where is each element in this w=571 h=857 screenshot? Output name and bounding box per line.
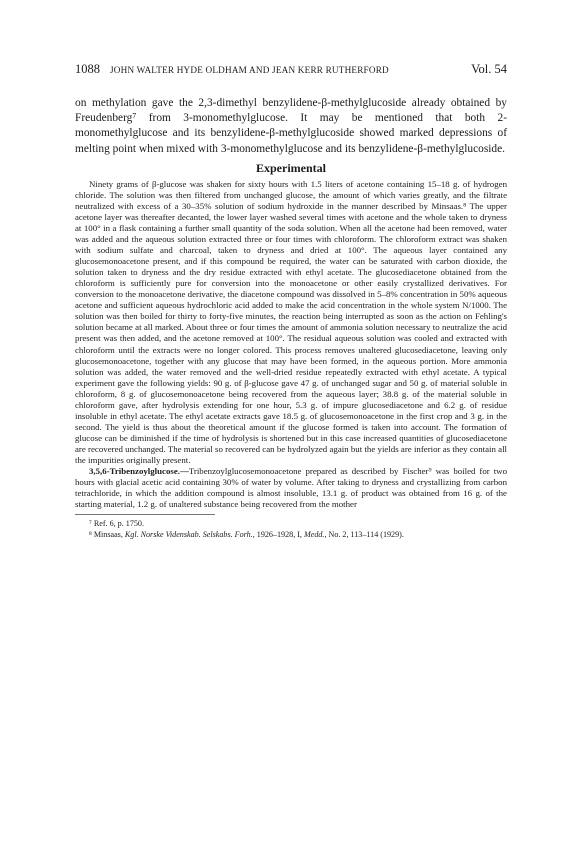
experimental-paragraph: Ninety grams of β-glucose was shaken for sixty hours with 1.5 liters of acetone containing 15–18 g. of hydrogen chloride. The solution was then filtered from unchanged glucose, the amount of which varies greatly, and the filtrate neutralized with excess of a 30–35% solution of sodium hydroxide in the manner described by Minsaas.⁸ The upper acetone layer was thereafter decanted, the lower layer washed several times with acetone and the whole taken to dryness at 100° in a flask containing a further small quantity of the soda solution. When all the acetone had been removed, water was added and the aqueous solution extracted three or four times with chloroform. The chloroform extract was shaken with sodium sulfate and charcoal, taken to dryness and dried at 100°. The aqueous layer contained any glucosemonoacetone present, and if this compound be required, the water can be saturated with carbon dioxide, the solution taken to dryness and the dry residue extracted with ethyl acetate. The glucosediacetone obtained from the chloroform is sufficiently pure for conversion into the monoacetone or other easily crystallized derivatives. For conversion to the monoacetone derivative, the diacetone compound was dissolved in 5–8% concentration in 50% aqueous acetone and sufficient aqueous hydrochloric acid added to make the acid concentration in the whole system N/1000. The solution was then boiled for thirty to forty-five minutes, the reaction being interrupted as soon as the action on Fehling's solution became at all marked. About three or four times the amount of ammonia solution necessary to neutralize the acid present was then added, and the acetone removed at 100°. The residual aqueous solution was cooled and extracted with chloroform until the extracts were no longer colored. This process removes unaltered glucosediacetone, leaving only glucosemonoacetone, together with any glucose that may have been formed, in the aqueous portion. More ammonia solution was added, the water removed and the well-dried residue repeatedly extracted with ethyl acetate. A typical experiment gave the following yields: 90 g. of β-glucose gave 47 g. of unchanged sugar and 50 g. of material soluble in chloroform, 8 g. of glucosemonoacetone being recovered from the aqueous layer; 38.8 g. of the material soluble in chloroform gave, after hydrolysis extending for one hour, 5.3 g. of impure glucosediacetone and 6.2 g. of residue insoluble in ethyl acetate. The ethyl acetate extracts gave 18.5 g. of glucosemonoacetone in the first crop and 3 g. in the second. The yield is thus about the theoretical amount if the glucose formed is taken into account. The formation of glucose can be diminished if the time of hydrolysis is shortened but in this case increased quantities of glucosediacetone are recovered unchanged. The material so recovered can be hydrolyzed again but the yields are inferior as they contain all the impurities originally present. <box>75 178 507 465</box>
tribenzoylglucose-paragraph <box>75 466 507 510</box>
page <box>75 62 507 540</box>
footnote-8 <box>75 530 507 540</box>
page-number: 1088 <box>75 62 100 76</box>
lead-paragraph: on methylation gave the 2,3-dimethyl benzylidene-β-methylglucoside already obtained by Freudenberg⁷ from 3-monomethylglucose. It may be mentioned that both 2-monomethylglucose and its benzylidene-β-methylglucoside showed marked depressions of melting point when mixed with 3-monomethylglucose and its benzylidene-β-methylglucoside. <box>75 97 507 155</box>
footnote-8-series: Medd. <box>303 529 325 539</box>
footnote-8-prefix: ⁸ Minsaas, <box>89 529 125 539</box>
footnote-8-mid: , 1926–1928, I, <box>252 529 304 539</box>
footnotes <box>75 519 507 540</box>
body-text <box>75 179 507 510</box>
running-header <box>75 62 507 82</box>
lead-paragraph-block <box>75 96 507 157</box>
subsection-title: 3,5,6-Tribenzoylglucose.— <box>89 466 189 477</box>
subsection-text: Tribenzoylglucosemonoacetone prepared as described by Fischer⁹ was boiled for two hours with glacial acetic acid containing 30% of water by volume. After taking to dryness and crystallizing from carbon tetrachloride, in which the addition compound is almost insoluble, 13.1 g. of product was obtained from 16 g. of the starting material, 1.2 g. of unaltered substance being recovered from the mother <box>75 466 507 510</box>
section-heading: Experimental <box>256 160 326 175</box>
volume-number: Vol. 54 <box>471 62 507 76</box>
running-authors: JOHN WALTER HYDE OLDHAM AND JEAN KERR RUTHERFORD <box>110 65 389 75</box>
footnote-8-suffix: , No. 2, 113–114 (1929). <box>324 529 404 539</box>
footnote-7: ⁷ Ref. 6, p. 1750. <box>89 519 144 529</box>
footnote-divider <box>75 514 215 515</box>
footnote-8-journal: Kgl. Norske Videnskab. Selskabs. Forh. <box>124 529 253 539</box>
